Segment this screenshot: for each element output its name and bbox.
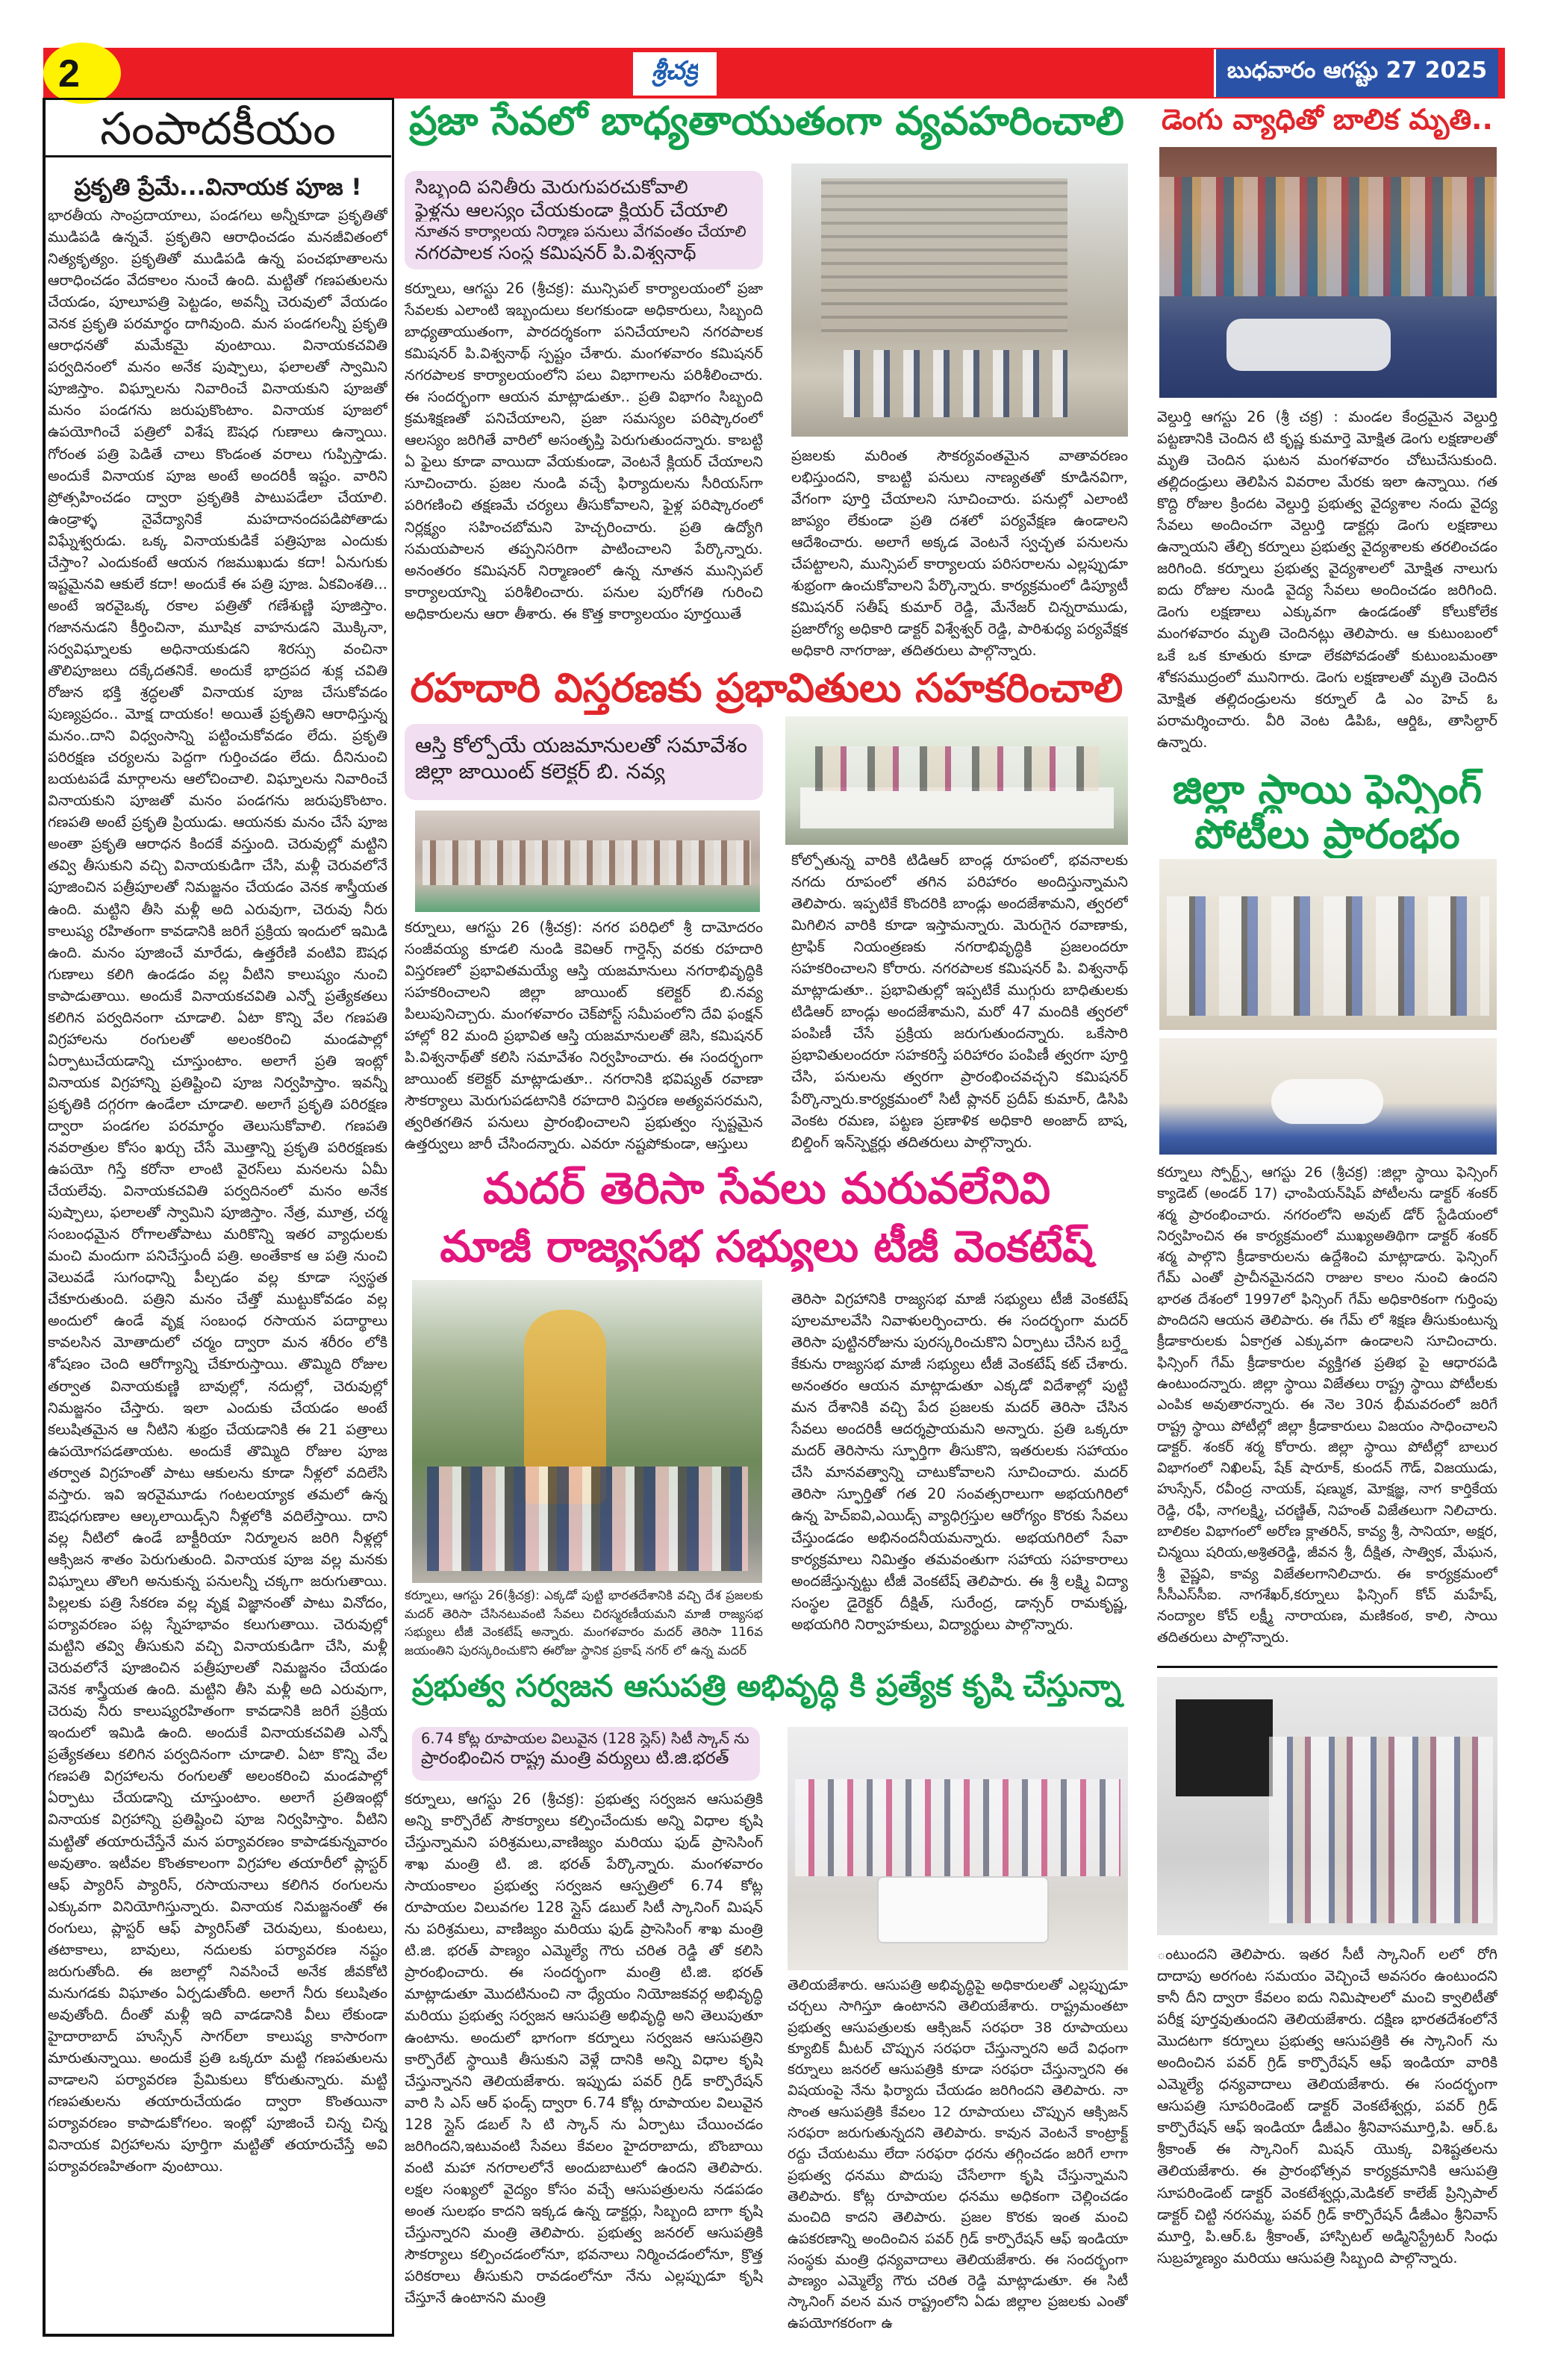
page-number-badge	[43, 43, 121, 104]
subhead-line: ఆస్తి కోల్పోయే యజమానులతో సమావేశం	[415, 733, 747, 758]
photo-ct-scan-inauguration	[788, 1727, 1128, 1970]
road-widening-subheads	[405, 724, 763, 800]
photo-office-building-inspection	[791, 163, 1128, 437]
photo-owners-meeting-hall	[415, 810, 760, 912]
editorial-section-title: సంపాదకీయం	[100, 104, 336, 155]
mother-teresa-headline-line2: మాజీ రాజ్యసభ సభ్యులు టీజీ వెంకటేష్	[440, 1222, 1094, 1272]
photo-children-group	[427, 1467, 748, 1571]
photo-officials-group	[1269, 1737, 1493, 1923]
mother-teresa-headline-line1: మదర్ తెరిసా సేవలు మరువలేనివి	[483, 1164, 1050, 1214]
dengue-headline: డెంగు వ్యాధితో బాలిక మృతి..	[1162, 104, 1493, 136]
photo-audience-rows	[423, 840, 751, 885]
editorial-headline: ప్రకృతి ప్రేమే...వినాయక పూజ !	[74, 175, 362, 201]
photo-shroud	[1226, 319, 1391, 371]
photo-dignitaries	[795, 1779, 1120, 1876]
photo-fencing-bout	[1159, 1038, 1497, 1155]
page-number: 2	[58, 52, 80, 96]
photo-officials	[815, 746, 1099, 791]
editorial-body-part: భారతీయ సాంప్రదాయాలు, పండగలు అన్నీకూడా ప్రకృతితో ముడిపడి ఉన్నవే. ప్రకృతిని ఆరాధించడం మనజీవితంలో నిత్యకృత్యం. ప్రకృతితో ముడిపడి ఉన్న పంచభూతాలను ఆరాధించడం వేదకాలం నుంచే ఉంది. మట్టితో గణపతులను చేయడం, పూలూపత్రి పెట్టడం, అవన్నీ చెరువులో వేయడం వెనక ప్రకృతి పరమార్థం దాగివుంది. మన పండగలన్నీ ప్రకృతి ఆరాధనతో మమేకమై వుంటాయి. వినాయకచవితి పర్వదినంలో మనం అనేక పుష్పాలు, ఫలాలతో స్వామిని పూజిస్తాం. విఘ్నాలను నివారించే వినాయకుని పూజతో మనం పండగను జరుపుకొంటాం. వినాయక పూజలో ఉపయోగించే పత్రిలో విశేష ఔషధ గుణాలు ఉన్నాయి. గోరంత పత్రి పెడితే చాలు కొండంత వరాలు గుప్పిస్తాడు. అందుకే వినాయక పూజ అంటే అందరికీ ఇష్టం. వారిని ప్రోత్సహించడం ద్వారా ప్రకృతికి పాటుపడేలా చేయాలి. ఉండ్రాళ్ళ నైవేద్యానికే మహదానందపడిపోతాడు విఘ్నేశ్వరుడు. ఒక్క వినాయకుడికే పత్రిపూజ ఎందుకు చేస్తాం?	[48, 207, 387, 571]
photo-plaque-unveiling	[1157, 1677, 1497, 1935]
mother-teresa-body-col1: కర్నూలు, ఆగస్టు 26(శ్రీచక్ర): ఎక్కడో పుట్టి భారతదేశానికి వచ్చి దేశ ప్రజలకు మదర్ తెరిసా చేసినటువంటి సేవలు చిరస్మరణీయమని మాజీ రాజ్యసభ సభ్యులు టీజీ వెంకటేష్ అన్నారు. మంగళవారం మదర్ తెరిసా 116వ జయంతిని పురస్కరించుకొని ఈరోజు స్థానిక ప్రకాష్ నగర్ లో ఉన్న మదర్	[405, 1588, 763, 1658]
photo-ct-scanner	[877, 1876, 1049, 1943]
photo-stage-meeting	[785, 716, 1128, 845]
photo-fencing-inauguration	[1159, 859, 1497, 1030]
issue-date: బుధవారం ఆగష్టు 27 2025	[1226, 57, 1488, 84]
hospital-subheads	[412, 1727, 760, 1781]
subhead-line: సిబ్బంది పనితీరు మెరుగుపరచుకోవాలి	[415, 176, 688, 198]
hospital-body-col3: ంటుందని తెలిపారు. ఇతర సీటీ స్కానింగ్ లలో రోగి దాదాపు అరగంట సమయం వెచ్చించే అవసరం ఉంటుందని కానీ దీని ద్వారా కేవలం ఐదు నిమిషాలలో మంచి క్వాలిటీతో పరీక్ష పూర్తవుతుందని తెలియజేశారు. దక్షిణ భారతదేశంలోనే మొదటగా కర్నూలు ప్రభుత్వ ఆసుపత్రికి ఈ స్కానింగ్ ను అందించిన పవర్ గ్రిడ్ కార్పొరేషన్ ఆఫ్ ఇండియా వారికి ఎమ్మెల్యే ధన్యవాదాలు తెలియజేశారు. ఈ సందర్భంగా ఆసుపత్రి సూపరిండెంట్ డాక్టర్ వెంకటేశ్వర్లు, పవర్ గ్రిడ్ కార్పొరేషన్ ఆఫ్ ఇండియా డీజీఎం శ్రీనివాసమూర్తి,పి. ఆర్.ఓ శ్రీకాంత్ ఈ స్కానింగ్ మిషన్ యొక్క విశిష్టతలను తెలియజేశారు. ఈ ప్రారంభోత్సవ కార్యక్రమానికి ఆసుపత్రి సూపరిండెంట్ డాక్టర్ వెంకటేశ్వర్లు,మెడికల్ కాలేజ్ ప్రిన్సిపాల్ డాక్టర్ చిట్టి నరసమ్మ, పవర్ గ్రిడ్ కార్పొరేషన్ డీజీఎం శ్రీనివాస్ మూర్తి, పి.ఆర్.ఓ శ్రీకాంత్, హాస్పిటల్ అడ్మినిస్ట్రేటర్ సింధు సుబ్రహ్మణ్యం మరియు ఆసుపత్రి సిబ్బంది పాల్గొన్నారు.	[1157, 1946, 1497, 2267]
date-banner	[1214, 49, 1500, 97]
road-widening-body-col1: కర్నూలు, ఆగస్టు 26 (శ్రీచక్ర): నగర పరిధిలో శ్రీ దామోదరం సంజీవయ్య కూడలి నుండి కెవిఆర్ గార్డెన్స్ వరకు రహదారి విస్తరణలో ప్రభావితమయ్యే ఆస్తి యజమానులు నగరాభివృద్ధికి సహకరించాలని జిల్లా జాయింట్ కలెక్టర్ బి.నవ్య పిలుపునిచ్చారు. మంగళవారం చెక్‌పోస్ట్ సమీపంలోని దేవి ఫంక్షన్ హాల్లో 82 మంది ప్రభావిత ఆస్తి యజమానులతో జెసి, కమిషనర్ పి.విశ్వనాథ్‌తో కలిసి సమావేశం నిర్వహించారు. ఈ సందర్భంగా జాయింట్ కలెక్టర్ మాట్లాడుతూ.. నగరానికి భవిష్యత్ రవాణా సౌకర్యాలు మెరుగుపడటానికి రహదారి విస్తరణ అత్యవసరమని, త్వరితగతిన పనులు ప్రారంభించాలని ప్రభుత్వం స్పష్టమైన ఉత్తర్వులు జారీ చేసిందన్నారు. ఎవరూ నష్టపోకుండా, ఆస్తులు	[405, 919, 763, 1153]
public-service-headline: ప్రజా సేవలో బాధ్యతాయుతంగా వ్యవహరించాలి	[409, 100, 1124, 144]
hospital-headline: ప్రభుత్వ సర్వజన ఆసుపత్రి అభివృద్ధి కి ప్రత్యేక కృషి చేస్తున్నా	[411, 1670, 1122, 1704]
editorial-title-divider	[46, 155, 391, 157]
photo-mother-teresa-statue	[412, 1280, 762, 1583]
hospital-body-col2: తెలియజేశారు. ఆసుపత్రి అభివృద్ధిపై అధికారులతో ఎల్లప్పుడూ చర్చలు సాగిస్తూ ఉంటానని తెలియజేశారు. రాష్ట్రమంతటా ప్రభుత్వ ఆసుపత్రులకు ఆక్సిజన్ సరఫరా 38 రూపాయలు క్యూబిక్ మీటర్ చొప్పున సరఫరా చేస్తున్నారని అదే విధంగా కర్నూలు జనరల్ ఆసుపత్రికి కూడా సరఫరా చేస్తున్నారని ఈ విషయంపై నేను ఫిర్యాదు చేయడం జరిగిందని తెలిపారు. నా సొంత ఆసుపత్రికి కేవలం 12 రూపాయలు చొప్పున ఆక్సిజన్ సరఫరా జరుగుతున్నదని తెలిపారు. కావున వెంటనే కాంట్రాక్ట్ రద్దు చేయటము లేదా సరఫరా ధరను తగ్గించడం జరిగే లాగా ప్రభుత్వ ధనము పొదుపు చేసేలాగా కృషి చేస్తున్నామని తెలిపారు. కోట్ల రూపాయల ధనము అధికంగా చెల్లించడం మంచిది కాదని తెలిపారు. ప్రజల కొరకు ఇంత మంచి ఉపకరణాన్ని అందించిన పవర్ గ్రిడ్ కార్పొరేషన్ ఆఫ్ ఇండియా సంస్థకు మంత్రి ధన్యవాదాలు తెలియజేశారు. ఈ సందర్భంగా పాణ్యం ఎమ్మెల్యే గౌరు చరిత రెడ్డి మాట్లాడుతూ. ఈ సిటీ స్కానింగ్ వలన మన రాష్ట్రంలోని ఏడు జిల్లాల ప్రజలకు ఎంతో ఉపయోగకరంగా ఉ	[788, 1977, 1128, 2331]
logo-text: శ్రీచక్ర	[651, 56, 699, 86]
subhead-line: 6.74 కోట్ల రూపాయల విలువైన (128 స్లైస్) సిటీ స్కాన్ ను	[421, 1730, 749, 1747]
subhead-line: జిల్లా జాయింట్ కలెక్టర్ బి. నవ్య	[415, 758, 665, 784]
subhead-line: నూతన కార్యాలయ నిర్మాణ పనులు వేగవంతం చేయాలి	[415, 222, 746, 240]
photo-fencer-lunge	[1271, 1079, 1383, 1124]
editorial-body	[48, 204, 387, 2317]
dengue-body: వెల్దుర్తి ఆగస్టు 26 (శ్రీ చక్ర) : మండల కేంద్రమైన వెల్దుర్తి పట్టణానికి చెందిన టి కృష్ణ కుమార్తె మోక్షిత డెంగు లక్షణాలతో మృతి చెందిన ఘటన మంగళవారం చోటుచేసుకుంది. తల్లిదండ్రులు తెలిపిన వివరాల మేరకు ఇలా ఉన్నాయి. గత కొద్ది రోజుల క్రిందట వెల్దుర్తి ప్రభుత్వ వైద్యశాల నందు వైద్య సేవలు అందించగా వెల్దుర్తి డాక్టర్లు డెంగు లక్షణాలు ఉన్నాయని తేల్చి కర్నూలు ప్రభుత్వ వైద్యశాలకు తరలించడం జరిగింది. కర్నూలు ప్రభుత్వ వైద్యశాలలో మోక్షిత నాలుగు ఐదు రోజుల నుండి వైద్య సేవలు అందించడం జరిగింది. డెంగు లక్షణాలు ఎక్కువగా ఉండడంతో కోలుకోలేక మంగళవారం మృతి చెందినట్లు తెలిపారు. ఆ కుటుంబంలో ఒకే ఒక కూతురు కూడా లేకపోవడంతో కుటుంబమంతా శోకసముద్రంలో మునిగారు. డెంగు లక్షణాలతో మృతి చెందిన మోక్షిత తల్లిదండ్రులను కర్నూల్ డి ఎం హెచ్ ఓ పరామర్శించారు. వీరి వెంట డిపిఓ, ఆర్డిఓ, తాసిల్దార్ ఉన్నారు.	[1157, 408, 1497, 751]
mother-teresa-body-col2: తెరిసా విగ్రహానికి రాజ్యసభ మాజీ సభ్యులు టీజీ వెంకటేష్ పూలమాలవేసి నివాళులర్పించారు. ఈ సందర్భంగా మదర్ తెరిసా పుట్టినరోజును పురస్కరించుకొని ఏర్పాటు చేసిన బర్త్డే కేకును రాజ్యసభ మాజీ సభ్యులు టీజీ వెంకటేష్ కట్ చేశారు. అనంతరం ఆయన మాట్లాడుతూ ఎక్కడో విదేశాల్లో పుట్టి మన దేశానికి వచ్చి పేద ప్రజలకు మదర్ తెరిసా చేసిన సేవలు అందరికీ ఆదర్శప్రాయమని అన్నారు. ప్రతి ఒక్కరూ మదర్ తెరిసాను స్ఫూర్తిగా తీసుకొని, ఇతరులకు సహాయం చేసి మానవత్వాన్ని చాటుకోవాలని సూచించారు. మదర్ తెరిసా స్ఫూర్తితో గత 20 సంవత్సరాలుగా అభయగిరిలో ఉన్న హెచ్ఐవి,ఎయిడ్స్ వ్యాధిగ్రస్తుల ఆరోగ్యం కొరకు సేవలు చేస్తుండడం అభినందనీయమన్నారు. అభయగిరిలో సేవా కార్యక్రమాలు నిమిత్తం తమవంతుగా సహాయ సహకారాలు అందజేస్తున్నట్టు టీజీ వెంకటేష్ తెలిపారు. ఈ శ్రీ లక్ష్మి విద్యా సంస్థల డైరెక్టర్ దీక్షిత్, సురేంద్ర, డాన్సర్ రామకృష్ణ, అభయగిరి నిర్వాహకులు, విద్యార్థులు పాల్గొన్నారు.	[791, 1290, 1128, 1633]
editorial-body-part: పిల్లలకు పత్రి సేకరణ వల్ల వృక్ష విజ్ఞానంతో పాటు వినోదం, పర్యావరణం పట్ల స్నేహభావం కలుగుతాయి. చెరువుల్లో మట్టిని తవ్వి తీసుకుని వచ్చి వినాయకుడిగా చేసి, మళ్లీ చెరువలోనే పూజించిన పత్రీపూలతో నిమజ్జనం చేయడం వెనక శాస్త్రీయత ఉంది. మట్టిని తీసి మళ్లీ అది ఎరువుగా, చెరువు నీరు కాలుష్యరహితంగా కావడానికి జరిగే ప్రక్రియ ఇందులో ఇమిడి ఉంది. అందుకే వినాయకచవితి ఎన్నో ప్రత్యేకతలు కలిగిన పర్వదినంగా చూడాలి. ఏటా కొన్ని వేల గణపతి విగ్రహాలను రంగులతో అలంకరించి మండపాల్లో ఏర్పాటు చేయడాన్ని చూస్తుంటాం. అలాగే ప్రతిఇంట్లో వినాయక విగ్రహాన్ని ప్రతిష్టించి పూజ నిర్వహిస్తాం. వీటిని మట్టితో తయారుచేస్తేనే మన పర్యావరణం కాపాడకున్నవారం అవుతాం. ఇటీవల కొంతకాలంగా విగ్రహాల తయారీలో ప్లాస్టర్ ఆఫ్ ప్యారిస్ ప్యారిస్, రసాయనాలు కలిగిన రంగులను ఎక్కువగా వినియోగిస్తున్నారు. వినాయక నిమజ్జనంతో ఈ రంగులు, ప్లాస్టర్ ఆఫ్ ప్యారిస్‌తో చెరువులు, కుంటలు, తటాకాలు, బావులు, నదులకు పర్యావరణ నష్టం జరుగుతోంది. ఈ జలాల్లో నివసించే అనేక జీవకోటి మనుగడకు విఘాతం ఏర్పడుతోంది. అలాగే నీరు కలుషితం అవుతోంది. దీంతో మళ్లీ ఇది వాడడానికి వీలు లేకుండా హైదారాబాద్ హుస్సేన్ సాగర్‌లా కాలుష్య కాసారంగా మారుతున్నాయి. అందుకే ప్రతి ఒక్కరూ మట్టి గణపతులను వాడాలని పర్యావరణ ప్రేమికులు కోరుతున్నారు. మట్టి గణపతులను తయారుచేయడం ద్వారా కొంతయినా పర్యావరణం కాపాడుకోగలం. ఇంట్లో పూజించే చిన్న చిన్న వినాయక విగ్రహాలను పూర్తిగా మట్టితో తయారుచేస్తే అవి పర్యావరణహితంగా వుంటాయి.	[48, 1594, 387, 2176]
road-widening-body-col2: కోల్పోతున్న వారికి టిడిఆర్ బాండ్ల రూపంలో, భవనాలకు నగదు రూపంలో తగిన పరిహారం అందిస్తున్నామని తెలిపారు. ఇప్పటికే కొందరికి బాండ్లు అందజేశామని, త్వరలో మిగిలిన వారికి కూడా ఇస్తామన్నారు. మెరుగైన రవాణాకు, ట్రాఫిక్ నియంత్రణకు నగరాభివృద్ధికి ప్రజలందరూ సహకరించాలని కోరారు. నగరపాలక కమిషనర్ పి. విశ్వనాథ్ మాట్లాడుతూ.. ప్రభావితుల్లో ఇప్పటికే ముగ్గురు బాధితులకు టిడిఆర్ బాండ్లు అందజేశామని, మరో 47 మందికి త్వరలో పంపిణీ చేసే ప్రక్రియ జరుగుతుందన్నారు. ఒకేసారి ప్రభావితులందరూ సహకరిస్తే పరిహారం పంపిణీ త్వరగా పూర్తి చేసి, పనులను త్వరగా ప్రారంభించవచ్చని కమిషనర్ పేర్కొన్నారు.కార్యక్రమంలో సిటీ ప్లానర్ ప్రదీప్ కుమార్, డిసిపి వెంకట రమణ, పట్టణ ప్రణాళిక అధికారి అంజాద్ బాష, బిల్డింగ్ ఇన్‌స్పెక్టర్లు తదితరులు పాల్గొన్నారు.	[791, 852, 1128, 1151]
fencing-headline-line1: జిల్లా స్థాయి ఫెన్సింగ్	[1172, 767, 1483, 813]
public-service-subheads	[405, 171, 763, 269]
photo-stage-table	[800, 787, 1114, 828]
photo-fencers	[1167, 896, 1489, 1016]
public-service-body-col1: కర్నూలు, ఆగస్టు 26 (శ్రీచక్ర): మున్సిపల్ కార్యాలయంలో ప్రజా సేవలకు ఎలాంటి ఇబ్బందులు కలగకుండా అధికారులు, సిబ్బంది బాధ్యతాయుతంగా, పారదర్శకంగా పనిచేయాలని నగరపాలక కమిషనర్ పి.విశ్వనాథ్ స్పష్టం చేశారు. మంగళవారం కమిషనర్ నగరపాలక కార్యాలయంలోని పలు విభాగాలను పరిశీలించారు. ఈ సందర్భంగా ఆయన మాట్లాడుతూ.. ప్రతి విభాగం సిబ్బంది క్రమశిక్షణతో పనిచేయాలని, ప్రజా సమస్యల పరిష్కారంలో ఆలస్యం జరిగితే వారిలో అసంతృప్తి పెరుగుతుందన్నారు. కాబట్టి ఏ ఫైలు కూడా వాయిదా వేయకుండా, వెంటనే క్లియర్ చేయాలని సూచించారు. ప్రజల నుండి వచ్చే ఫిర్యాదులను సీరియస్‌గా పరిగణించి తక్షణమే చర్యలు తీసుకోవాలని, ఫైళ్ల పరిష్కారంలో నిర్లక్ష్యం సహించబోమని హెచ్చరించారు. ప్రతి ఉద్యోగి సమయపాలన తప్పనిసరిగా పాటించాలని పేర్కొన్నారు. అనంతరం కమిషనర్ నిర్మాణంలో ఉన్న నూతన మున్సిపల్ కార్యాలయాన్ని పరిశీలించారు. పనుల పురోగతి గురించి అధికారులను ఆరా తీశారు. ఈ కొత్త కార్యాలయం పూర్తయితే	[405, 280, 763, 622]
photo-people-group	[844, 350, 1067, 417]
subhead-line: ప్రారంభించిన రాష్ట్ర మంత్రి వర్యులు టి.జి.భరత్	[421, 1749, 729, 1769]
editorial-body-part: ఎందుకంటే ఆయన గజముఖుడు కదా! ఏనుగుకు ఇష్టమైనవి ఆకులే కదా! అందుకే ఈ పత్రి పూజ. ఏకవింశతి... అంటే ఇరవైఒక్క రకాల పత్రితో గణేశుణ్ణి పూజిస్తాం. గజాననుడని కీర్తించినా, మూషిక వాహనుడని మొక్కినా, సర్వవిఘ్నాలకు అధినాయకుడని శిరస్సు వంచినా తొలిపూజలు దక్కేదతనికే. అందుకే భాద్రపద శుక్ల చవితి రోజున భక్తి శ్రద్ధలతో వినాయక పూజ చేసుకోవడం పుణ్యప్రదం.. మోక్ష దాయకం! అయితే ప్రకృతిని ఆరాధిస్తున్న మనం..దాని విధ్వంసాన్ని పట్టించుకోవడం లేదు. ప్రకృతి పరిరక్షణ చర్యలను పెద్దగా గుర్తించడం లేదు. దీనినుంచి బయటపడే మార్గాలను ఆలోచించాలి. విఘ్నాలను నివారించే వినాయకుని పూజతో మనం పండగను జరుపుకొంటాం. గణపతి అంటే ప్రకృతి ప్రియుడు. ఆయనకు మనం చేసే పూజ అంతా ప్రకృతి ఆరాధన కిందకే వస్తుంది. చెరువుల్లో మట్టిని తవ్వి తీసుకుని వచ్చి వినాయకుడిగా చేసి, మళ్లీ చెరువలోనే పూజించిన పత్రీపూలతో నిమజ్జనం చేయడం వెనక శాస్త్రీయత ఉంది. మట్టిని తీసి మళ్లీ అది ఎరువుగా, చెరువు నీరు కాలుష్య రహితంగా కావడానికి జరిగే ప్రక్రియ ఇందులో ఇమిడి ఉంది. మనం పూజించే మారేడు, ఉత్తరేణి వంటివి ఔషధ గుణాలు కలిగి ఉండడం వల్ల వీటిని కాలుష్యం నుంచి కాపాడుతాయి.	[48, 553, 387, 1005]
public-service-body-col2: ప్రజలకు మరింత సౌకర్యవంతమైన వాతావరణం లభిస్తుందని, కాబట్టి పనులు నాణ్యతతో కూడినవిగా, వేగంగా పూర్తి చేయాలని సూచించారు. పనుల్లో ఎలాంటి జాప్యం లేకుండా ప్రతి దశలో పర్యవేక్షణ ఉండాలని ఆదేశించారు. అలాగే అక్కడ వెంటనే స్వచ్ఛత పనులను చేపట్టాలని, మున్సిపల్ కార్యాలయ పరిసరాలను ఎల్లప్పుడూ శుభ్రంగా ఉంచుకోవాలని పేర్కొన్నారు. కార్యక్రమంలో డిప్యూటీ కమిషనర్ సతీష్ కుమార్ రెడ్డి, మేనేజర్ చిన్నరాముడు, ప్రజారోగ్య అధికారి డాక్టర్ విశ్వేశ్వర్ రెడ్డి, పారిశుధ్య పర్యవేక్షక అధికారి నాగరాజు, తదితరులు పాల్గొన్నారు.	[791, 447, 1128, 660]
subhead-line: నగరపాలక సంస్థ కమిషనర్ పి.విశ్వనాథ్	[415, 242, 696, 264]
photo-dengue-mourning	[1159, 147, 1497, 398]
fencing-headline-line2: పోటీలు ప్రారంభం	[1194, 812, 1460, 858]
fencing-body: కర్నూలు స్పోర్ట్స్, ఆగస్టు 26 (శ్రీచక్ర) :జిల్లా స్థాయి ఫెన్సింగ్ క్యాడెట్ (అండర్ 17) ఛాంపియన్‌షిప్ పోటీలను డాక్టర్ శంకర్ శర్మ ప్రారంభించారు. నగరంలోని అవుట్ డోర్ స్టేడియంలో నిర్వహించిన ఈ కార్యక్రమంలో ముఖ్యఅతిథిగా డాక్టర్ శంకర్ శర్మ పాల్గొని క్రీడాకారులను ఉద్దేశించి మాట్లాడారు. ఫెన్సింగ్ గేమ్ ఎంతో ప్రాచీనమైనదని రాజుల కాలం నుంచి ఉందని భారత దేశంలో 1997లో ఫిన్సింగ్ గేమ్ అధికారికంగా గుర్తింపు పొందిదని ఆయన తెలిపారు. ఈ గేమ్ లో శిక్షణ తీసుకుంటున్న క్రీడాకారులకు ఏకాగ్రత ఎక్కువగా ఉండాలని సూచించారు. ఫిన్సింగ్ గేమ్ క్రీడాకారుల వ్యక్తిగత ప్రతిభ పై ఆధారపడి ఉంటుందన్నారు. జిల్లా స్థాయి విజేతలు రాష్ట్ర స్థాయి పోటీలకు ఎంపిక అవుతారన్నారు. ఈ నెల 30న భీమవరంలో జరిగే రాష్ట్ర స్థాయి పోటీల్లో జిల్లా క్రీడాకారులు విజయం సాధించాలని డాక్టర్. శంకర్ శర్మ కోరారు. జిల్లా స్థాయి పోటీల్లో బాలుర విభాగంలో నిఖిలష్, షేక్ షారూక్, కుందన్ గౌడ్, విజయుడు, హుస్సేన్, రవీంద్ర నాయక్, షణ్ముక, మోక్షజ్ఞ, నాగ కార్తికేయ రెడ్డి, రఫీ, నాగలక్ష్మి, చరణ్జిత్, నిహంత్ విజేతలుగా నిలిచారు. బాలికల విభాగంలో అరోణ క్లాతరిన్, కావ్య శ్రీ, సానియా, అక్షర, చిన్మయి షరియ,అశ్రితరెడ్డి, జీవన శ్రీ, దీక్షిత, సాత్విక, మేఘన, శ్రీ వైష్ణవి, కావ్య విజేతలగానిలిచారు. ఈ కార్యక్రమంలో సీసీఎస్‌సీఐ. నాగశేఖర్,కర్నూలు ఫిన్సింగ్ కోచ్ మహేష్, నంద్యాల కోచ్ లక్ష్మీ నారాయణ, మణికంఠ, కాలి, సాయి తదితరులు పాల్గొన్నారు.	[1157, 1164, 1497, 1646]
photo-crowd	[1159, 177, 1497, 296]
road-widening-headline: రహదారి విస్తరణకు ప్రభావితులు సహకరించాలి	[410, 666, 1123, 711]
subhead-line: ఫైళ్లను ఆలస్యం చేయకుండా క్లియర్ చేయాలి	[415, 199, 728, 221]
editorial-body-part: అందుకే వినాయకచవితి ఎన్నో ప్రత్యేకతలు కలిగిన పర్వదినంగా చూడాలి. ఏటా కొన్ని వేల గణపతి విగ్రహాలను రంగులతో అలంకరించి మండపాల్లో ఏర్పాటుచేయడాన్ని చూస్తుంటాం. అలాగే ప్రతి ఇంట్లో వినాయక విగ్రహాన్ని ప్రతిష్టించి పూజ నిర్వహిస్తాం. ఇవన్నీ ప్రకృతికి దగ్గరగా ఉండేలా చూడాలి. అలాగే ప్రకృతి పరిరక్షణ ద్వారా పండగల పరమార్థం తెలుసుకోవాలి. గణపతి నవరాత్రుల కోసం ఖర్చు చేసే మొత్తాన్ని ప్రకృతి పరిరక్షణకు ఉపయో గిస్తే కరోనా లాంటి వైరస్‌లు మనలను ఏమీ చేయలేవు. వినాయకచవితి పర్వదినంలో మనం అనేక పుష్పాలు, ఫలాలతో స్వామిని పూజిస్తాం. నేత్ర, మూత్ర, చర్మ సంబంధమైన రోగాలతోపాటు మరికొన్ని ఇతర వ్యాధులకు మంచి మందుగా పనిచేస్తుందీ పత్రి. అంతేకాక ఆ పత్రి నుంచి వెలువడే సుగంధాన్ని పీల్చడం వల్ల కూడా స్వస్థత చేకూరుతుంది. పత్రిని మనం చేత్తో ముట్టుకోవడం వల్ల అందులో ఉండే వృక్ష సంబంధ రసాయన పదార్థాలు కావలసిన మోతాదులో చర్మం ద్వారా మన శరీరం లోకి శోషణం చెంది ఆరోగ్యాన్ని చేకూరుస్తాయి. తొమ్మిది రోజుల తర్వాత వినాయకుణ్ణి బావుల్లో, నదుల్లో, చెరువుల్లో నిమజ్జనం చేస్తారు. ఇలా ఎందుకు చేయడం అంటే కలుషితమైన ఆ నీటిని శుభ్రం చేయడానికి ఈ 21 పత్రాలు ఉపయోగపడతాయట. అందుకే తొమ్మిది రోజుల పూజ తర్వాత విగ్రహంతో పాటు ఆకులను కూడా నీళ్లలో వదిలేసి వస్తారు. ఇవి ఇరవైమూడు గంటలయ్యాక తమలో ఉన్న ఔషధగుణాల ఆల్కలాయిడ్స్‌ని నీళ్లలోకి వదిలేస్తాయి. దాని వల్ల నీటిలో ఉండే బాక్టీరియా నిర్మూలన జరిగి నీళ్లల్లో ఆక్సిజన శాతం పెరుగుతుంది. వినాయక పూజ వల్ల మనకు విఘ్నాలు తొలగి అనుకున్న పనులన్నీ చక్కగా జరుగుతాయి.	[48, 987, 387, 1590]
photo-plaque	[1176, 1699, 1273, 1796]
hospital-body-col1: కర్నూలు, ఆగస్టు 26 (శ్రీచక్ర): ప్రభుత్వ సర్వజన ఆసుపత్రికి అన్ని కార్పొరేట్ సౌకర్యాలు కల్పించేందుకు అన్ని విధాల కృషి చేస్తున్నామని పరిశ్రమలు,వాణిజ్యం మరియు ఫుడ్ ప్రాసెసింగ్ శాఖ మంత్రి టి. జి. భరత్ పేర్కొన్నారు. మంగళవారం సాయంకాలం ప్రభుత్వ సర్వజన ఆస్పత్రిలో 6.74 కోట్ల రూపాయల విలువగల 128 స్లైస్ డబుల్ సిటీ స్కానింగ్ మిషన్ ను పరిశ్రమలు, వాణిజ్యం మరియు ఫుడ్ ప్రాసెసింగ్ శాఖ మంత్రి టి.జి. భరత్ పాణ్యం ఎమ్మెల్యే గౌరు చరిత రెడ్డి తో కలిసి ప్రారంభించారు. ఈ సందర్భంగా మంత్రి టి.జి. భరత్ మాట్లాడుతూ మొదటినుంచి నా ధ్యేయం నియోజకవర్గ అభివృద్ధి మరియు ప్రభుత్వ సర్వజన ఆసుపత్రి అభివృద్ధి అని తెలుపుతూ ఉంటాను. అందులో భాగంగా కర్నూలు సర్వజన ఆసుపత్రిని కార్పొరేట్ స్థాయికి తీసుకుని వెళ్లే దానికి అన్ని విధాల కృషి చేస్తున్నానని తెలియజేశారు. ఇప్పుడు పవర్ గ్రిడ్ కార్పొరేషన్ వారి సి ఎస్ ఆర్ ఫండ్స్ ద్వారా 6.74 కోట్ల రూపాయల విలువైన 128 స్లైస్ డబల్ సి టి స్కాన్ ను ఏర్పాటు చేయించడం జరిగిందని,ఇటువంటి సేవలు కేవలం హైదరాబాదు, బొంబాయి వంటి మహా నగరాలలోనే అందుబాటులో ఉందని తెలిపారు. లక్షల సంఖ్యలో వైద్యం కోసం వచ్చే ఆసుపత్రులను నడపడం అంత సులభం కాదని ఇక్కడ ఉన్న డాక్టర్లు, సిబ్బంది బాగా కృషి చేస్తున్నారని మంత్రి తెలిపారు. ప్రభుత్వ జనరల్ ఆసుపత్రికి సౌకర్యాలు కల్పించడంలోనూ, భవనాలు నిర్మించడంలోనూ, క్రొత్త పరికరాలు తీసుకుని రావడంలోనూ నేను ఎల్లప్పుడూ కృషి చేస్తూనే ఉంటానని మంత్రి	[405, 1790, 763, 2307]
newspaper-logo	[633, 52, 717, 96]
fencing-bottom-rule	[1157, 1666, 1497, 1668]
photo-building-shape	[821, 178, 1067, 343]
